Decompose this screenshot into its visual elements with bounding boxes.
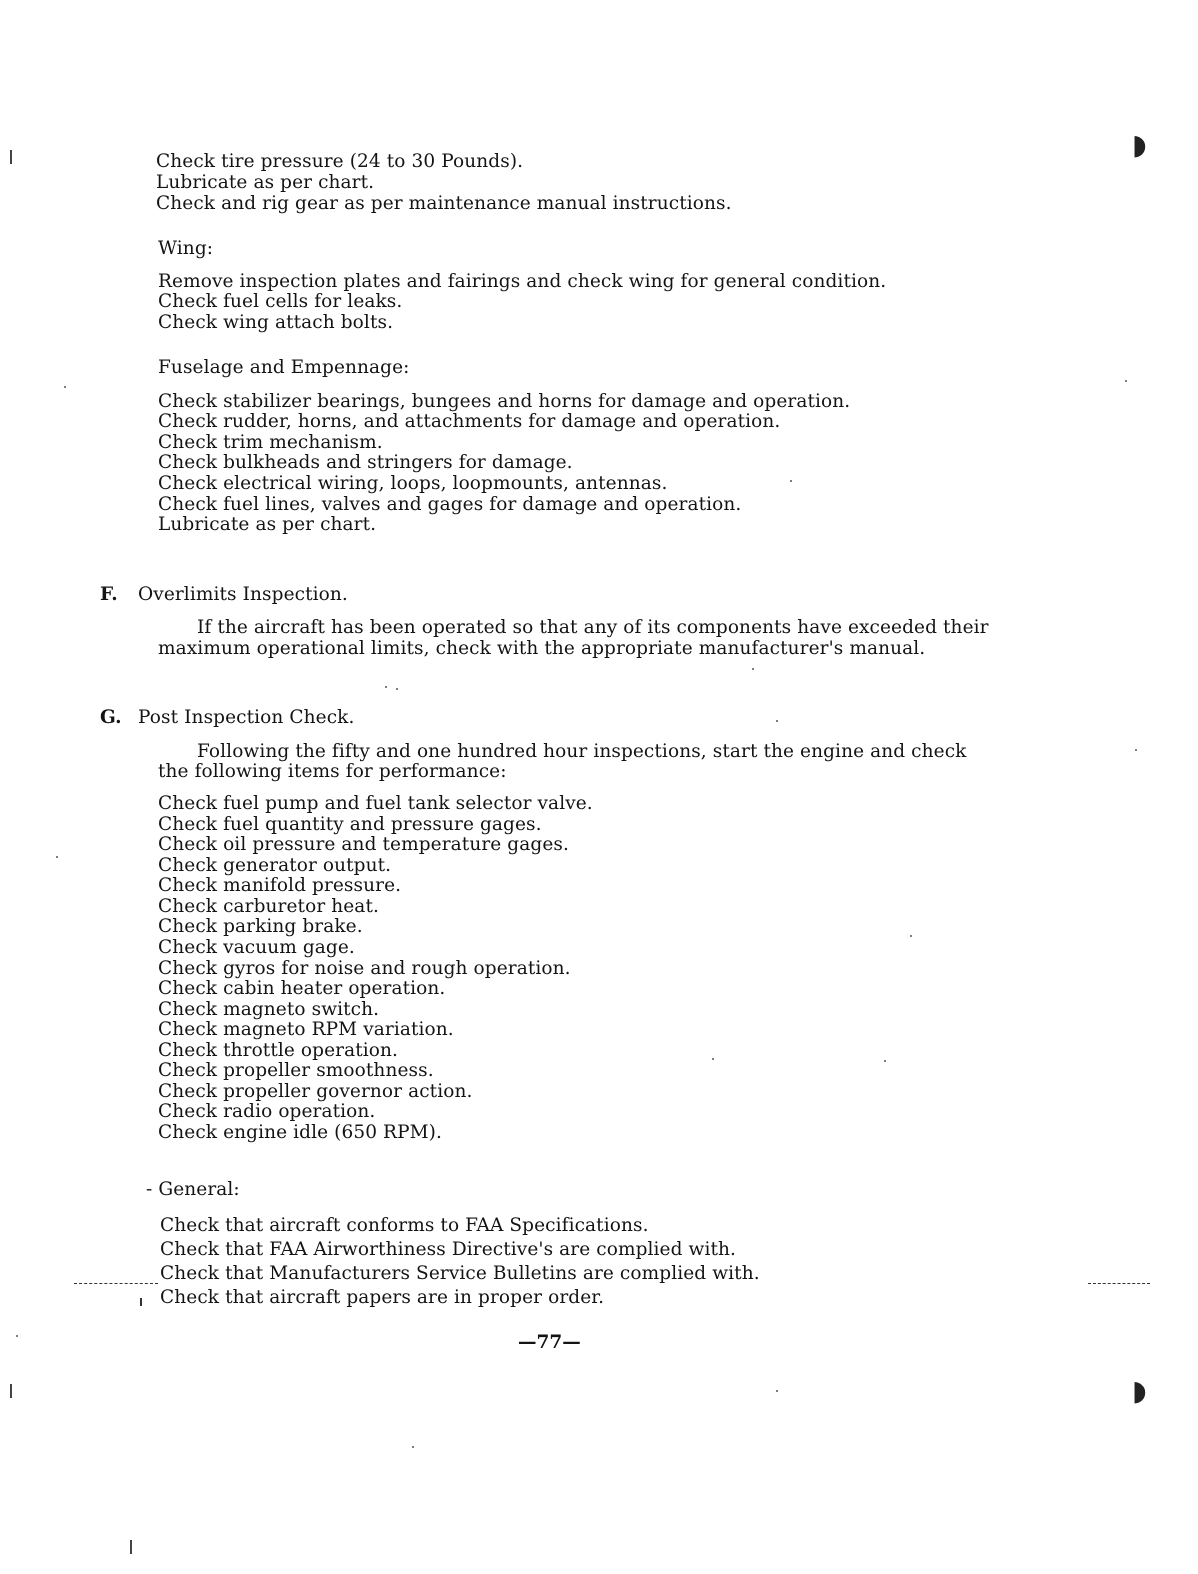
checklist-item: Check vacuum gage.: [158, 937, 355, 958]
general-heading: - General:: [146, 1179, 240, 1200]
section-f-title: Overlimits Inspection.: [138, 584, 348, 605]
fuselage-line: Check electrical wiring, loops, loopmounts, antennas.: [158, 473, 668, 494]
scan-speck: [910, 935, 912, 937]
checklist-item: Check parking brake.: [158, 916, 363, 937]
checklist-item: Check propeller smoothness.: [158, 1060, 434, 1081]
binder-hole-icon: ◗: [1132, 1374, 1147, 1407]
section-f-para-line: If the aircraft has been operated so that any of its components have exceeded their: [197, 617, 989, 638]
checklist-item: Check fuel pump and fuel tank selector valve.: [158, 793, 593, 814]
checklist-item: Check radio operation.: [158, 1101, 376, 1122]
scan-speck: [1135, 749, 1137, 751]
checklist-item: Check fuel quantity and pressure gages.: [158, 814, 542, 835]
scan-speck: [412, 1446, 414, 1448]
section-g-label: G.: [100, 707, 122, 728]
scan-speck: [1125, 380, 1127, 382]
general-line: Check that aircraft papers are in proper order.: [160, 1287, 605, 1308]
checklist-item: Check cabin heater operation.: [158, 978, 446, 999]
wing-line: Check fuel cells for leaks.: [158, 291, 403, 312]
section-f-label: F.: [100, 584, 118, 605]
checklist-item: Check throttle operation.: [158, 1040, 399, 1061]
checklist-item: Check gyros for noise and rough operation.: [158, 958, 571, 979]
margin-mark: [10, 150, 12, 164]
general-line: Check that FAA Airworthiness Directive's are complied with.: [160, 1239, 737, 1260]
checklist-item: Check magneto RPM variation.: [158, 1019, 454, 1040]
scan-speck: [64, 386, 66, 388]
general-line: Check that aircraft conforms to FAA Specifications.: [160, 1215, 649, 1236]
checklist-item: Check generator output.: [158, 855, 392, 876]
wing-line: Check wing attach bolts.: [158, 312, 394, 333]
scan-speck: [884, 1060, 886, 1062]
margin-mark: [130, 1540, 132, 1554]
checklist-item: Check engine idle (650 RPM).: [158, 1122, 442, 1143]
gear-line: Lubricate as per chart.: [156, 172, 375, 193]
page-number: —77—: [518, 1332, 581, 1353]
fuselage-heading: Fuselage and Empennage:: [158, 357, 410, 378]
wing-line: Remove inspection plates and fairings and check wing for general condition.: [158, 271, 887, 292]
section-f-para-line: maximum operational limits, check with the appropriate manufacturer's manual.: [158, 638, 926, 659]
scan-speck: [776, 720, 778, 722]
checklist-item: Check carburetor heat.: [158, 896, 379, 917]
checklist-item: Check propeller governor action.: [158, 1081, 473, 1102]
scan-speck: [385, 686, 387, 688]
checklist-item: Check oil pressure and temperature gages.: [158, 834, 569, 855]
fuselage-line: Lubricate as per chart.: [158, 514, 377, 535]
fuselage-line: Check fuel lines, valves and gages for damage and operation.: [158, 494, 742, 515]
dashed-leader-line: [74, 1283, 158, 1284]
section-g-title: Post Inspection Check.: [138, 707, 355, 728]
section-g-para-line: the following items for performance:: [158, 761, 507, 782]
wing-heading: Wing:: [158, 238, 214, 259]
fuselage-line: Check bulkheads and stringers for damage.: [158, 452, 573, 473]
fuselage-line: Check stabilizer bearings, bungees and horns for damage and operation.: [158, 391, 851, 412]
dashed-margin-line: [1088, 1283, 1150, 1284]
fuselage-line: Check rudder, horns, and attachments for damage and operation.: [158, 411, 781, 432]
general-line: Check that Manufacturers Service Bulletins are complied with.: [160, 1263, 760, 1284]
scan-speck: [56, 856, 58, 858]
section-g-para-line: Following the fifty and one hundred hour inspections, start the engine and check: [197, 741, 967, 762]
binder-hole-icon: ◗: [1132, 128, 1147, 161]
scan-speck: [712, 1058, 714, 1060]
scan-speck: [396, 688, 398, 690]
checklist-item: Check magneto switch.: [158, 999, 380, 1020]
scan-speck: [790, 480, 792, 482]
margin-tick: [140, 1298, 142, 1306]
scan-speck: [16, 1335, 18, 1337]
margin-mark: [10, 1384, 12, 1398]
fuselage-line: Check trim mechanism.: [158, 432, 383, 453]
gear-line: Check and rig gear as per maintenance manual instructions.: [156, 193, 732, 214]
checklist-item: Check manifold pressure.: [158, 875, 402, 896]
scan-speck: [752, 668, 754, 670]
gear-line: Check tire pressure (24 to 30 Pounds).: [156, 151, 524, 172]
scan-speck: [776, 1390, 778, 1392]
